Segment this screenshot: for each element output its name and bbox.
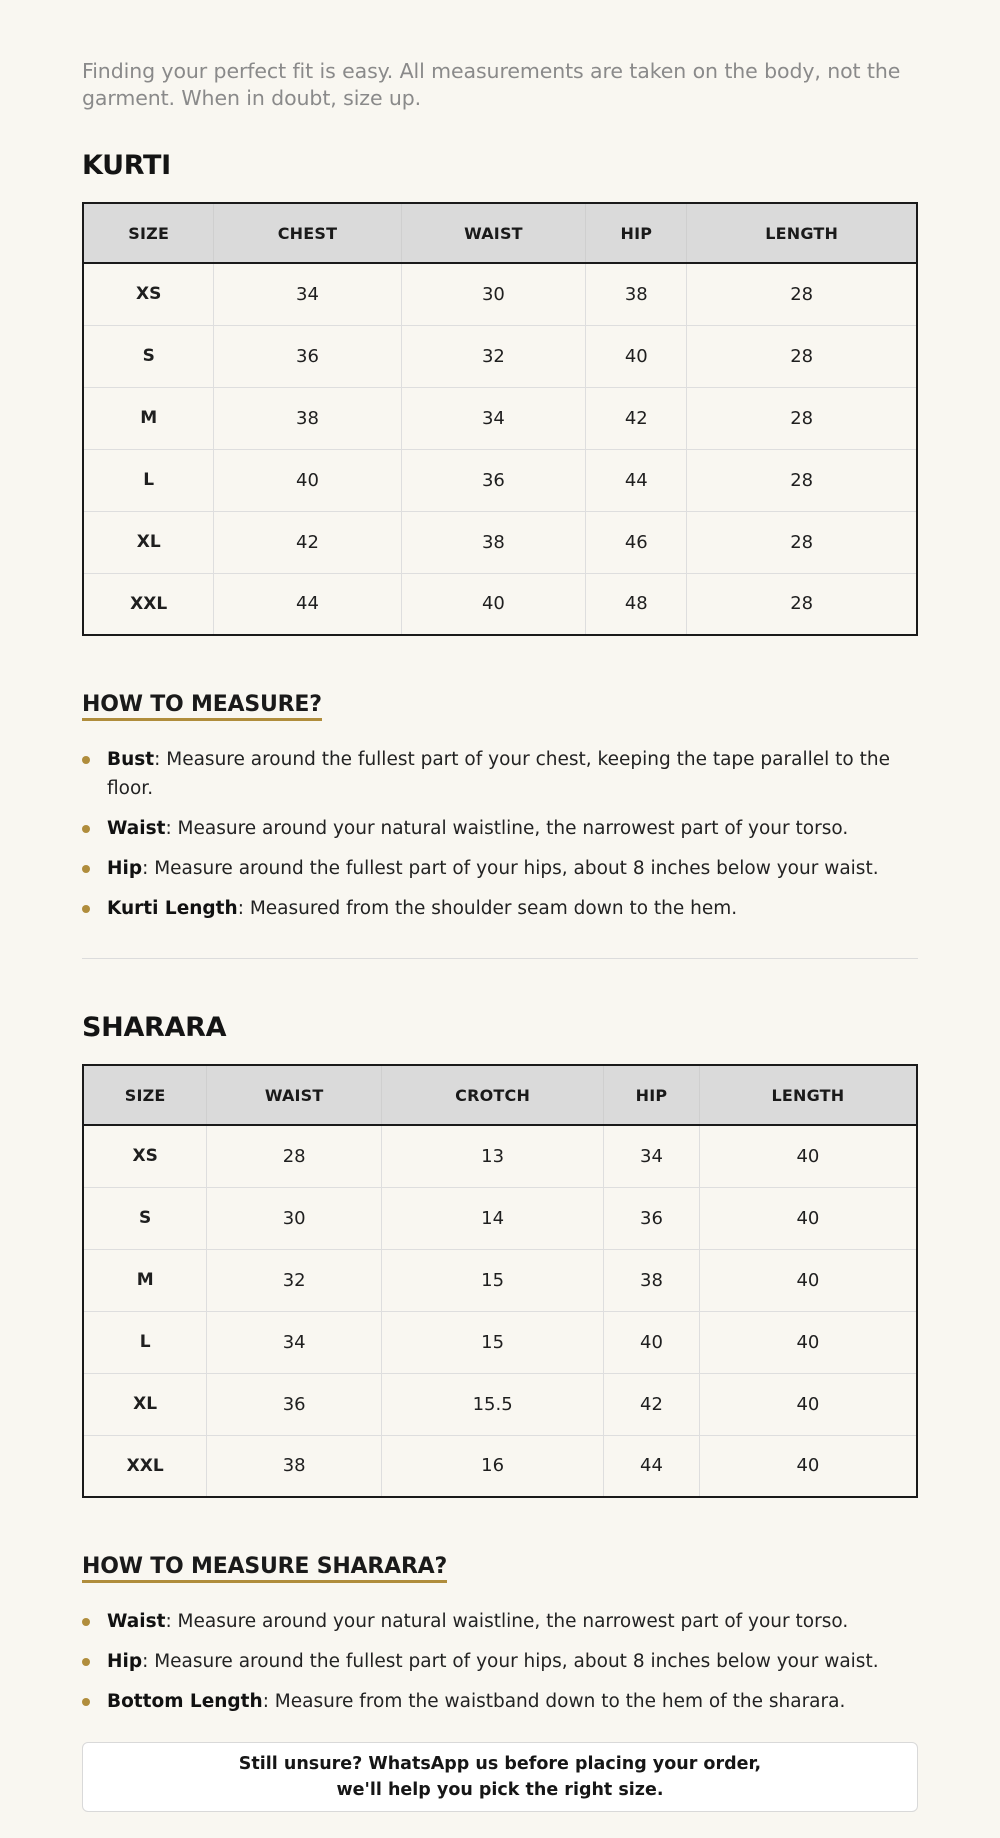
table-cell: 36 [214,325,401,387]
term: Waist [107,818,166,839]
table-cell: 36 [401,449,586,511]
table-cell: 40 [699,1373,917,1435]
table-cell: 15.5 [382,1373,604,1435]
table-row [83,1249,917,1311]
list-item [82,1687,902,1716]
table-cell: 30 [207,1187,382,1249]
table-cell: 28 [687,573,917,635]
description: : Measure from the waistband down to the hem of the sharara. [262,1691,846,1712]
table-cell: 40 [214,449,401,511]
table-cell: 28 [687,449,917,511]
term: Waist [107,1611,166,1632]
table-cell: 40 [699,1311,917,1373]
table-row [83,1435,917,1497]
table-cell: 40 [401,573,586,635]
table-cell: 28 [687,387,917,449]
list-item [82,1607,902,1636]
column-header: CROTCH [382,1065,604,1125]
table-row [83,1373,917,1435]
size-cell: L [83,1311,207,1373]
list-item [82,1647,902,1676]
list-item [82,894,902,923]
table-row [83,449,917,511]
column-header: LENGTH [687,203,917,263]
list-item [82,854,902,883]
term: Bust [107,749,155,770]
table-cell: 40 [699,1435,917,1497]
column-header: WAIST [207,1065,382,1125]
table-cell: 34 [214,263,401,325]
size-cell: S [83,1187,207,1249]
table-header-row [83,203,917,263]
size-cell: XXL [83,1435,207,1497]
table-cell: 34 [401,387,586,449]
size-cell: M [83,387,214,449]
table-cell: 40 [699,1187,917,1249]
table-cell: 42 [586,387,687,449]
list-item [82,814,902,843]
table-header-row [83,1065,917,1125]
table-cell: 42 [214,511,401,573]
whatsapp-help-callout[interactable] [82,1742,918,1812]
intro-text: Finding your perfect fit is easy. All measurements are taken on the body, not the garment. When in doubt, size up. [82,59,901,110]
table-row [83,263,917,325]
table-cell: 44 [214,573,401,635]
description: : Measure around your natural waistline, the narrowest part of your torso. [165,1611,849,1632]
table-row [83,1125,917,1187]
table-row [83,325,917,387]
kurti-section-title: KURTI [82,150,171,181]
sharara-section-title: SHARARA [82,1012,227,1043]
table-cell: 38 [214,387,401,449]
term: Bottom Length [107,1691,263,1712]
kurti-how-to-measure-heading [82,692,322,717]
table-cell: 36 [604,1187,700,1249]
term: Hip [107,858,143,879]
description: : Measured from the shoulder seam down to the hem. [237,898,738,919]
column-header: HIP [604,1065,700,1125]
size-cell: XXL [83,573,214,635]
sharara-how-to-measure-heading [82,1554,447,1579]
table-cell: 38 [401,511,586,573]
term: Kurti Length [107,898,238,919]
description: : Measure around the fullest part of your chest, keeping the tape parallel to the floor. [107,749,890,799]
table-cell: 13 [382,1125,604,1187]
column-header: HIP [586,203,687,263]
column-header: LENGTH [699,1065,917,1125]
table-cell: 32 [401,325,586,387]
table-row [83,387,917,449]
size-cell: XS [83,263,214,325]
table-cell: 48 [586,573,687,635]
description: : Measure around the fullest part of your hips, about 8 inches below your waist. [142,858,879,879]
table-cell: 28 [687,511,917,573]
term: Hip [107,1651,143,1672]
size-cell: M [83,1249,207,1311]
table-cell: 44 [604,1435,700,1497]
column-header: WAIST [401,203,586,263]
size-cell: L [83,449,214,511]
table-cell: 16 [382,1435,604,1497]
description: : Measure around your natural waistline, the narrowest part of your torso. [165,818,849,839]
table-cell: 34 [604,1125,700,1187]
table-row [83,511,917,573]
table-cell: 40 [699,1249,917,1311]
table-cell: 36 [207,1373,382,1435]
column-header: SIZE [83,1065,207,1125]
table-cell: 34 [207,1311,382,1373]
kurti-size-table [82,202,918,636]
section-divider [82,958,918,959]
callout-line-2: we'll help you pick the right size. [336,1780,664,1800]
heading-text: HOW TO MEASURE SHARARA? [82,1554,447,1583]
table-cell: 40 [796,1145,820,1167]
table-row [83,573,917,635]
kurti-measure-list [82,745,902,934]
size-cell: XL [83,1373,207,1435]
table-cell: 40 [586,325,687,387]
table-cell: 28 [687,325,917,387]
table-cell: 38 [586,263,687,325]
table-cell: 44 [586,449,687,511]
table-cell: 38 [207,1435,382,1497]
size-cell: S [83,325,214,387]
table-cell: 38 [604,1249,700,1311]
size-cell: XL [83,511,214,573]
column-header: SIZE [83,203,214,263]
table-cell: 30 [401,263,586,325]
size-cell: XS [83,1125,207,1187]
table-cell: 15 [382,1311,604,1373]
table-cell: 40 [604,1311,700,1373]
sharara-size-table [82,1064,918,1498]
list-item [82,745,902,803]
table-cell: 14 [382,1187,604,1249]
column-header: CHEST [214,203,401,263]
callout-line-1: Still unsure? WhatsApp us before placing your order, [238,1754,762,1774]
table-cell: 28 [207,1125,382,1187]
table-cell: 42 [604,1373,700,1435]
table-cell: 15 [382,1249,604,1311]
heading-text: HOW TO MEASURE? [82,692,322,721]
sharara-measure-list [82,1607,902,1727]
description: : Measure around the fullest part of your hips, about 8 inches below your waist. [142,1651,879,1672]
table-cell: 28 [790,283,814,305]
table-cell: 32 [207,1249,382,1311]
table-row [83,1311,917,1373]
table-row [83,1187,917,1249]
table-cell: 46 [586,511,687,573]
